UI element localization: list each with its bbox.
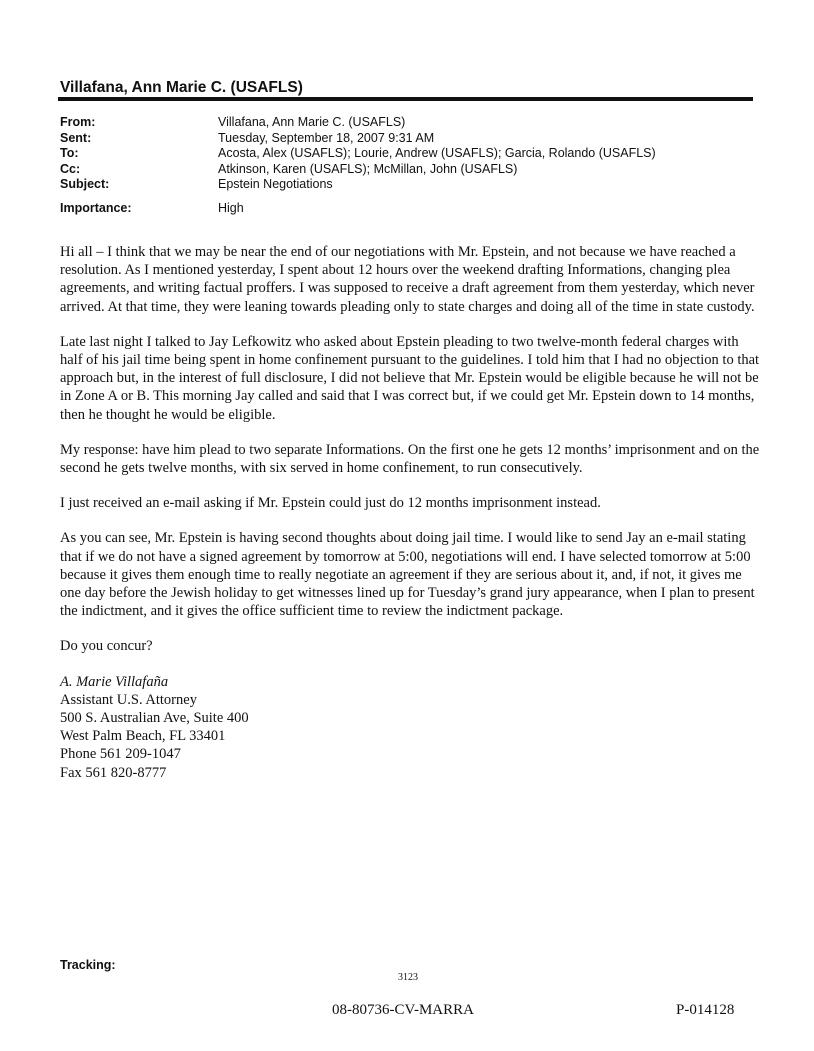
body-paragraph: Do you concur? — [60, 638, 153, 655]
header-value-cc: Atkinson, Karen (USAFLS); McMillan, John (USAFLS) — [218, 161, 518, 176]
signature-line: 500 S. Australian Ave, Suite 400 — [60, 710, 249, 727]
title-divider — [58, 97, 753, 101]
email-body — [60, 243, 760, 782]
tracking-label: Tracking: — [60, 958, 116, 972]
body-paragraph: As you can see, Mr. Epstein is having second thoughts about doing jail time. I would like to send Jay an e-mail stating that if we do not have a signed agreement by tomorrow at 5:00, negotiations will end. I have selected tomorrow at 5:00 because it gives them enough time to really negotiate an agreement if they are serious about it, and, if not, it gives me one day before the Jewish holiday to get witnesses lined up for Tuesday’s grand jury appearance, when I plan to present the indictment, and it gives the office sufficient time to review the indictment package. — [60, 530, 755, 620]
header-label: Subject: — [60, 177, 110, 191]
signature-line: West Palm Beach, FL 33401 — [60, 728, 226, 745]
header-row-from — [60, 115, 656, 131]
page-number: 3123 — [398, 972, 418, 983]
signature-line: Assistant U.S. Attorney — [60, 691, 197, 708]
case-number: 08-80736-CV-MARRA — [332, 1002, 474, 1018]
header-value-sent: Tuesday, September 18, 2007 9:31 AM — [218, 130, 435, 145]
body-paragraph: Hi all – I think that we may be near the end of our negotiations with Mr. Epstein, and not because we have reached a resolution. As I mentioned yesterday, I spent about 12 hours over the weekend drafting Informations, changing plea agreements, and writing factual proffers. I was supposed to receive a draft agreement from them yesterday, which never arrived. At that time, they were leaning towards pleading only to state charges and doing all of the time in state custody. — [60, 244, 755, 315]
bates-number: P-014128 — [676, 1002, 735, 1018]
body-paragraph: I just received an e-mail asking if Mr. Epstein could just do 12 months imprisonment instead. — [60, 495, 601, 512]
header-label: To: — [60, 146, 79, 160]
header-label: From: — [60, 115, 96, 129]
header-row-cc — [60, 162, 656, 178]
body-paragraph: My response: have him plead to two separate Informations. On the first one he gets 12 months’ imprisonment and on the second he gets twelve months, with six served in home confinement, to run consecutively. — [60, 441, 760, 477]
header-value-subject: Epstein Negotiations — [218, 177, 333, 191]
signature-line: Phone 561 209-1047 — [60, 746, 181, 763]
header-row-importance — [60, 201, 656, 217]
header-value-from: Villafana, Ann Marie C. (USAFLS) — [218, 115, 406, 129]
body-paragraph: Late last night I talked to Jay Lefkowitz who asked about Epstein pleading to two twelve-month federal charges with half of his jail time being spent in home confinement pursuant to the guidelines. I told him that I had no objection to that approach but, in the interest of full disclosure, I did not believe that Mr. Epstein would be eligible because he will not be in Zone A or B. This morning Jay called and said that I was correct but, if we could get Mr. Epstein down to 14 months, then he thought he would be eligible. — [60, 333, 760, 423]
header-row-to — [60, 146, 656, 162]
email-header — [60, 115, 656, 216]
header-value-to: Acosta, Alex (USAFLS); Lourie, Andrew (USAFLS); Garcia, Rolando (USAFLS) — [218, 146, 656, 160]
header-value-importance: High — [218, 200, 244, 215]
header-label: Sent: — [60, 130, 92, 145]
signature-line: Fax 561 820-8777 — [60, 764, 167, 781]
header-label: Cc: — [60, 161, 81, 176]
signature-block — [60, 673, 760, 782]
header-label: Importance: — [60, 200, 132, 215]
header-row-subject — [60, 177, 656, 193]
signature-name: A. Marie Villafaña — [60, 673, 169, 690]
email-title: Villafana, Ann Marie C. (USAFLS) — [60, 79, 303, 96]
header-row-sent — [60, 131, 656, 147]
